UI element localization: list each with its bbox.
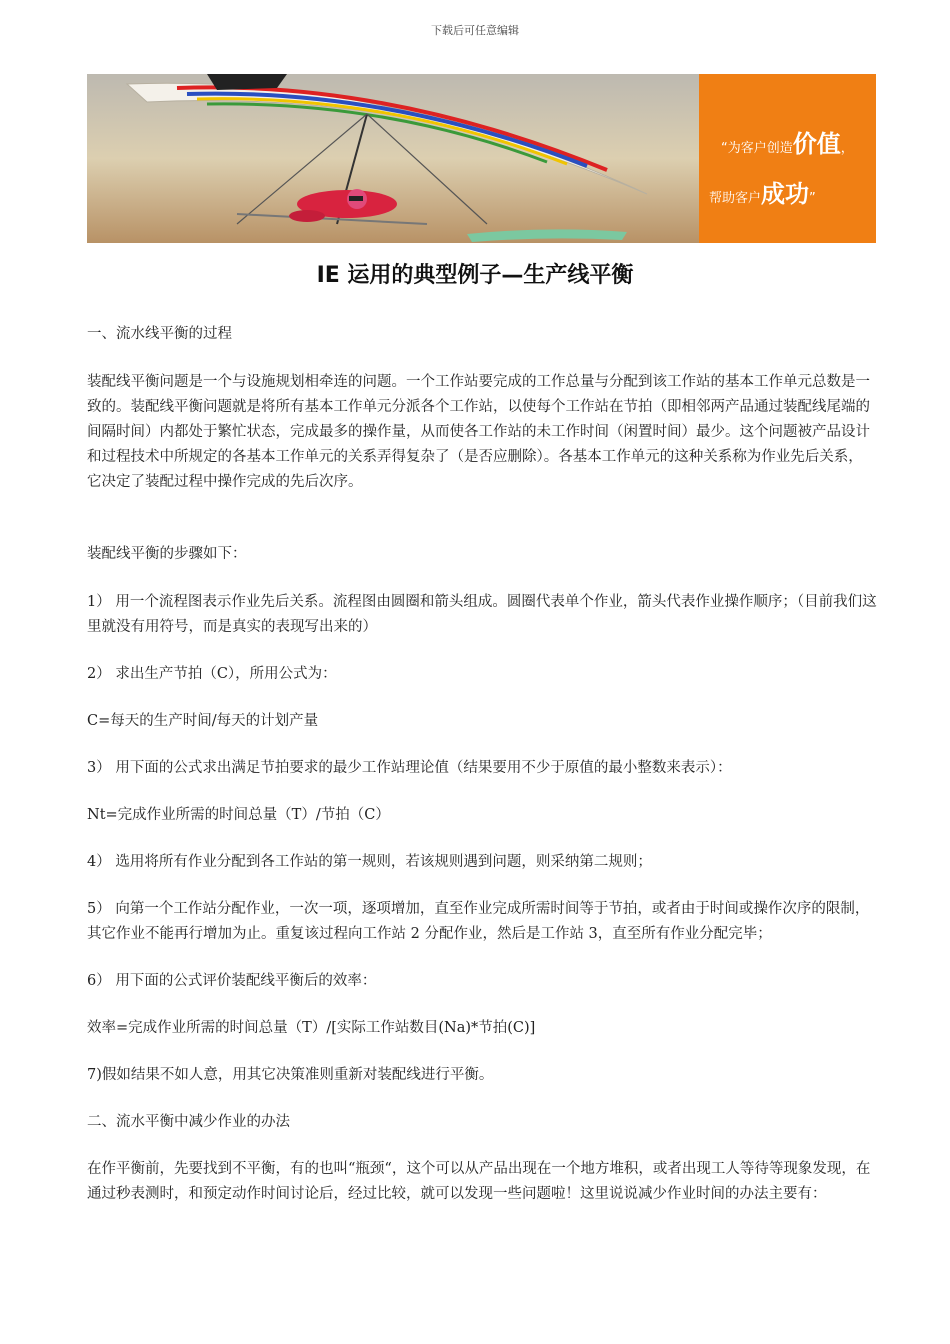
steps-heading: 装配线平衡的步骤如下： [87, 546, 247, 562]
step-2: 2） 求出生产节拍（C），所用公式为： [87, 666, 337, 682]
slogan-line-2 [709, 174, 816, 209]
document-title: IE 运用的典型例子—生产线平衡 [316, 263, 634, 288]
step-1: 1） 用一个流程图表示作业先后关系。流程图由圆圈和箭头组成。圆圈代表单个作业，箭头代表作业操作顺序；（目前我们这里就没有用符号，而是真实的表现写出来的） [87, 594, 877, 635]
slogan-line2-suffix: ” [809, 191, 816, 206]
formula-efficiency: 效率=完成作业所需的时间总量（T）/[实际工作站数目(Na)*节拍(C)] [87, 1020, 536, 1036]
section2-paragraph: 在作平衡前，先要找到不平衡，有的也叫“瓶颈“，这个可以从产品出现在一个地方堆积，或者出现工人等待等现象发现，在通过秒表测时，和预定动作时间讨论后，经过比较，就可以发现一些问题啦！这里说说减少作业时间的办法主要有： [87, 1161, 871, 1202]
slogan-panel [699, 74, 876, 243]
slogan-line1-emphasis: 价值 [792, 130, 841, 158]
page-header-note: 下载后可任意编辑 [431, 24, 519, 37]
formula-min-stations: Nt=完成作业所需的时间总量（T）/节拍（C） [87, 807, 390, 823]
document-body [87, 322, 877, 1207]
slogan-line2-prefix: 帮助客户 [709, 191, 762, 206]
formula-cycle-time: C=每天的生产时间/每天的计划产量 [87, 713, 319, 729]
step-7: 7)假如结果不如人意，用其它决策准则重新对装配线进行平衡。 [87, 1067, 494, 1083]
slogan-line-1 [721, 124, 854, 159]
hang-glider-photo [87, 74, 699, 243]
section2-heading: 二、流水平衡中减少作业的办法 [87, 1114, 290, 1130]
step-5: 5） 向第一个工作站分配作业，一次一项，逐项增加，直至作业完成所需时间等于节拍，或者由于时间或操作次序的限制，其它作业不能再行增加为止。重复该过程向工作站 2 分配作业，然后是工作站 3，直至所有作业分配完毕； [87, 901, 870, 942]
step-3: 3） 用下面的公式求出满足节拍要求的最少工作站理论值（结果要用不少于原值的最小整数来表示）： [87, 760, 732, 776]
step-4: 4） 选用将所有作业分配到各工作站的第一规则，若该规则遇到问题，则采纳第二规则； [87, 854, 652, 870]
step-6: 6） 用下面的公式评价装配线平衡后的效率： [87, 973, 377, 989]
banner [87, 74, 876, 243]
slogan-line2-emphasis: 成功 [761, 180, 810, 208]
intro-paragraph: 装配线平衡问题是一个与设施规划相牵连的问题。一个工作站要完成的工作总量与分配到该工作站的基本工作单元总数是一致的。装配线平衡问题就是将所有基本工作单元分派各个工作站，以使每个工作站在节拍（即相邻两产品通过装配线尾端的间隔时间）内都处于繁忙状态，完成最多的操作量，从而使各工作站的未工作时间（闲置时间）最少。这个问题被产品设计和过程技术中所规定的各基本工作单元的关系弄得复杂了（是否应删除）。各基本工作单元的这种关系称为作业先后关系，它决定了装配过程中操作完成的先后次序。 [87, 374, 870, 490]
section1-heading: 一、流水线平衡的过程 [87, 326, 232, 342]
slogan-line1-suffix: ， [840, 141, 854, 156]
slogan-line1-prefix: “为客户创造 [721, 141, 793, 156]
